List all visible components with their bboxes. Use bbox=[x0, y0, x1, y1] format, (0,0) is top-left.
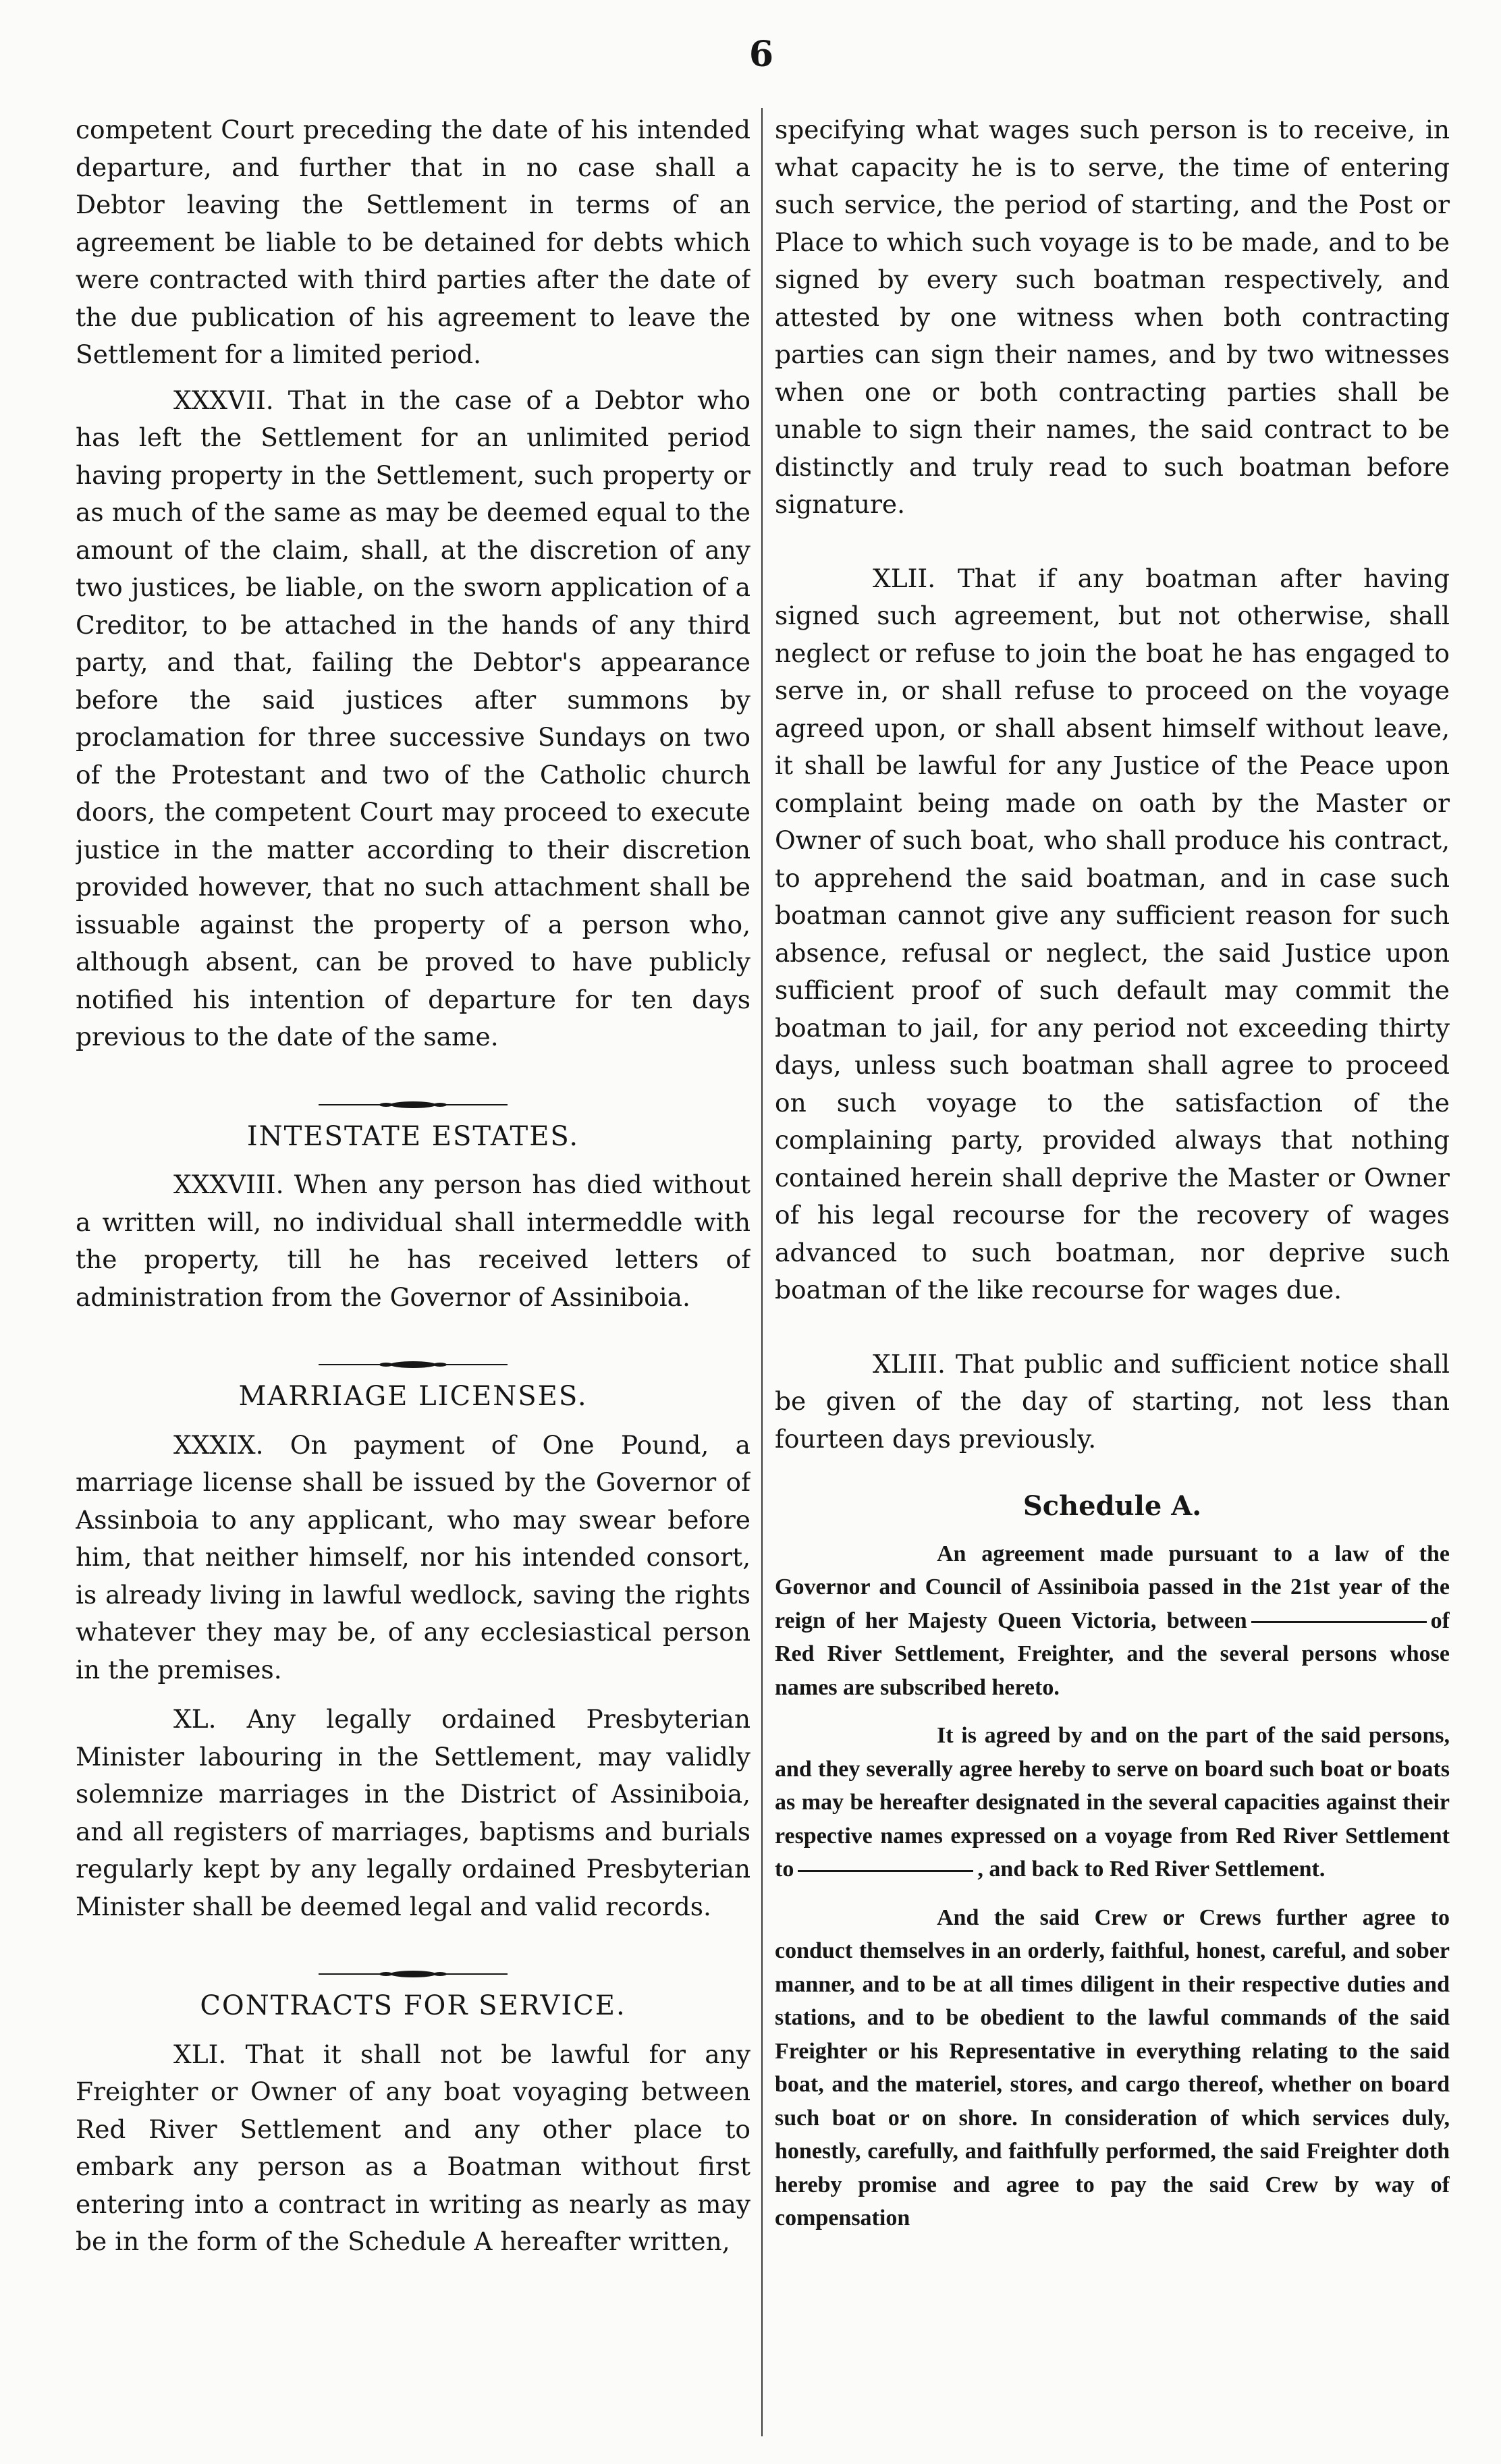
schedule-text: , and back to Red River Settlement. bbox=[977, 1857, 1326, 1882]
left-column bbox=[76, 111, 750, 2433]
blank-line bbox=[1251, 1621, 1427, 1623]
section-40: XL. Any legally ordained Presbyterian Minister labouring in the Settlement, may validly solemnize marriages in the District of Assiniboia, and all registers of marriages, baptisms and burials regularly kept by any legally ordained Presbyterian Minister shall be deemed legal and valid records. bbox=[76, 1704, 750, 1921]
section-41-continued: specifying what wages such person is to receive, in what capacity he is to serve, the time of entering such service, the period of starting, and the Post or Place to which such voyage is to be made, and to be signed by every such boatman respectively, and attested by one witness when both contracting parties can sign their names, and by two witnesses when one or both contracting parties shall be unable to sign their names, the said contract to be distinctly and truly read to such boatman before signature. bbox=[775, 115, 1450, 519]
schedule-paragraph-1 bbox=[775, 1537, 1450, 1705]
continuation-paragraph: competent Court preceding the date of his intended departure, and further that in no case shall a Debtor leaving the Settlement in terms of an agreement be liable to be detained for debts which were contracted with third parties after the date of the due publication of his agreement to leave the Settlement for a limited period. bbox=[76, 115, 750, 369]
section-43: XLIII. That public and sufficient notice shall be given of the day of starting, not less than fourteen days previously. bbox=[775, 1348, 1450, 1454]
ornamental-rule-icon bbox=[319, 1101, 508, 1109]
page-number: 6 bbox=[748, 34, 774, 75]
ornamental-rule-icon bbox=[319, 1970, 508, 1978]
schedule-paragraph-2 bbox=[775, 1719, 1450, 1886]
section-42: XLII. That if any boatman after having signed such agreement, but not otherwise, shall neglect or refuse to join the boat he has engaged to serve in, or shall refuse to proceed on the voyage agreed upon, or shall absent himself without leave, it shall be lawful for any Justice of the Peace upon complaint being made on oath by the Master or Owner of such boat, who shall produce his contract, to apprehend the said boatman, and in case such boatman cannot give any sufficient reason for such absence, refusal or neglect, the said Justice upon sufficient proof of such default may commit the boatman to jail, for any period not exceeding thirty days, unless such boatman shall agree to proceed on such voyage to the satisfaction of the complaining party, provided always that nothing contained herein shall deprive the Master or Owner of his legal recourse for the recovery of wages advanced to such boatman, nor deprive such boatman of the like recourse for wages due. bbox=[775, 563, 1450, 1305]
schedule-text: of Red River Settlement, Freighter, and the several persons whose names are subscribed hereto. bbox=[775, 1608, 1450, 1700]
heading-marriage-licenses: MARRIAGE LICENSES. bbox=[238, 1381, 588, 1412]
right-column bbox=[775, 111, 1450, 2433]
ornamental-rule bbox=[76, 1951, 750, 1959]
ornamental-rule bbox=[76, 1082, 750, 1090]
column-divider bbox=[761, 108, 763, 2436]
schedule-text: It is agreed by and on the part of the said persons, and they severally agree hereby to serve on board such boat or boats as may be hereafter designated in the several capacities against their respective names expressed on a voyage from Red River Settlement to bbox=[775, 1723, 1450, 1882]
schedule-a-title: Schedule A. bbox=[1022, 1490, 1202, 1522]
schedule-paragraph-3: And the said Crew or Crews further agree to conduct themselves in an orderly, faithful, honest, careful, and sober manner, and to be at all times diligent in their respective duties and stations, and to be obedient to the lawful commands of the said Freighter or his Representative in everything relating to the said boat, and the materiel, stores, and cargo thereof, whether on board such boat or on shore. In consideration of which services duly, honestly, carefully, and faithfully performed, the said Freighter doth hereby promise and agree to pay the said Crew by way of compensation bbox=[775, 1905, 1450, 2230]
heading-contracts-for-service: CONTRACTS FOR SERVICE. bbox=[200, 1990, 626, 2021]
schedule-text: An agreement made pursuant to a law of the Governor and Council of Assiniboia passed in the 21st year of the reign of her Majesty Queen Victoria, between bbox=[775, 1541, 1450, 1633]
section-38: XXXVIII. When any person has died without a written will, no individual shall intermeddle with the property, till he has received letters of administration from the Governor of Assiniboia. bbox=[76, 1170, 750, 1312]
blank-line bbox=[798, 1870, 973, 1872]
section-41: XLI. That it shall not be lawful for any Freighter or Owner of any boat voyaging between Red River Settlement and any other place to embark any person as a Boatman without first entering into a contract in writing as nearly as may be in the form of the Schedule A hereafter written, bbox=[76, 2039, 750, 2256]
ornamental-rule bbox=[76, 1342, 750, 1350]
section-37: XXXVII. That in the case of a Debtor who has left the Settlement for an unlimited period having property in the Settlement, such property or as much of the same as may be deemed equal to the amount of the claim, shall, at the discretion of any two justices, be liable, on the sworn application of a Creditor, to be attached in the hands of any third party, and that, failing the Debtor's appearance before the said justices after summons by proclamation for three successive Sundays on two of the Protestant and two of the Catholic church doors, the competent Court may proceed to execute justice in the matter according to their discretion provided however, that no such attachment shall be issuable against the property of a person who, although absent, can be proved to have publicly notified his intention of departure for ten days previous to the date of the same. bbox=[76, 385, 750, 1051]
ornamental-rule-icon bbox=[319, 1361, 508, 1369]
schedule-a-body bbox=[775, 1537, 1450, 2235]
heading-intestate-estates: INTESTATE ESTATES. bbox=[246, 1120, 580, 1152]
section-39: XXXIX. On payment of One Pound, a marriage license shall be issued by the Governor of Assinboia to any applicant, who may swear before him, that neither himself, nor his intended consort, is already living in lawful wedlock, saving the rights whatever they may be, of any ecclesiastical person in the premises. bbox=[76, 1429, 750, 1685]
